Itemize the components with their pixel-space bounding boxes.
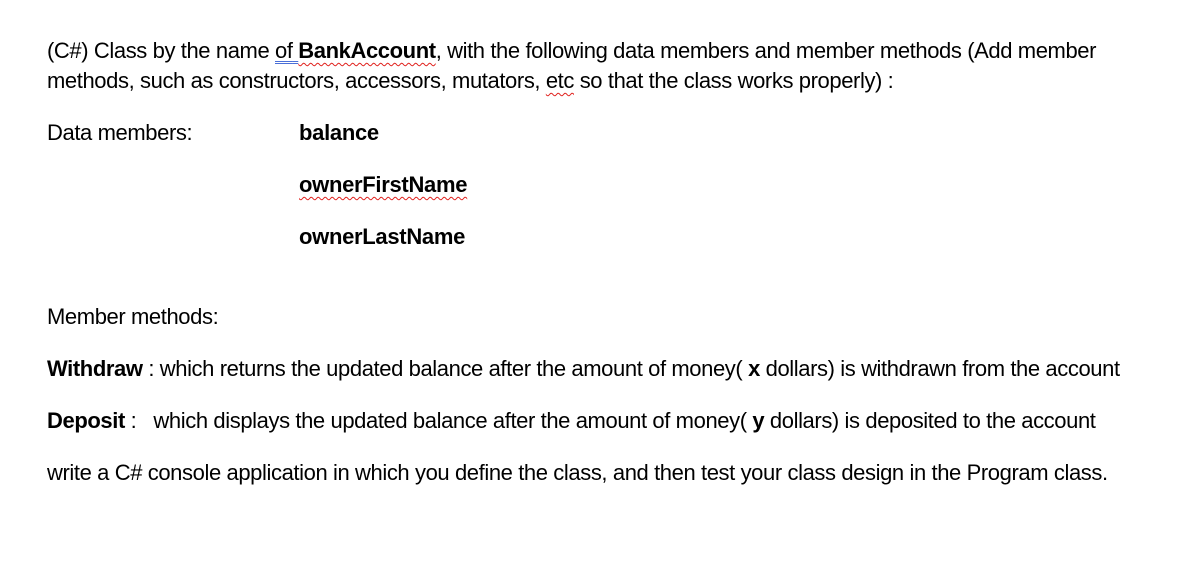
method-name-withdraw: Withdraw [47, 356, 143, 381]
intro-paragraph [47, 36, 1157, 96]
data-member-row [47, 170, 1157, 222]
data-member-row [47, 118, 1157, 170]
document-body [47, 36, 1157, 488]
closing-instruction: write a C# console application in which you define the class, and then test your class design in the Program class. [47, 460, 1108, 485]
grammar-flagged-word: of [275, 38, 293, 63]
data-member-owner-last-name: ownerLastName [299, 224, 466, 249]
data-member-balance: balance [299, 120, 379, 145]
spellcheck-flagged-word: etc [545, 68, 574, 93]
method-description: : which returns the updated balance after the amount of money( [142, 356, 749, 381]
member-methods-label: Member methods: [47, 304, 219, 329]
method-deposit [47, 406, 1157, 436]
variable-x: x [748, 356, 760, 381]
method-name-deposit: Deposit [47, 408, 125, 433]
class-name: BankAccount [298, 38, 436, 63]
variable-y: y [752, 408, 765, 433]
method-withdraw [47, 354, 1157, 384]
method-description: dollars) is deposited to the account [764, 408, 1096, 433]
data-member-owner-first-name: ownerFirstName [299, 172, 468, 197]
data-member-row [47, 222, 1157, 274]
method-description: : which displays the updated balance after the amount of money( [124, 408, 753, 433]
data-members-label: Data members: [47, 120, 193, 145]
intro-line1-rest: , with the following data members and member methods (Add member [435, 38, 1097, 63]
method-description: dollars) is withdrawn from the account [759, 356, 1120, 381]
intro-line2-end: so that the class works properly) : [574, 68, 894, 93]
intro-line2-start: methods, such as constructors, accessors, mutators, [47, 68, 546, 93]
intro-prefix: (C#) Class by the name [47, 38, 275, 63]
